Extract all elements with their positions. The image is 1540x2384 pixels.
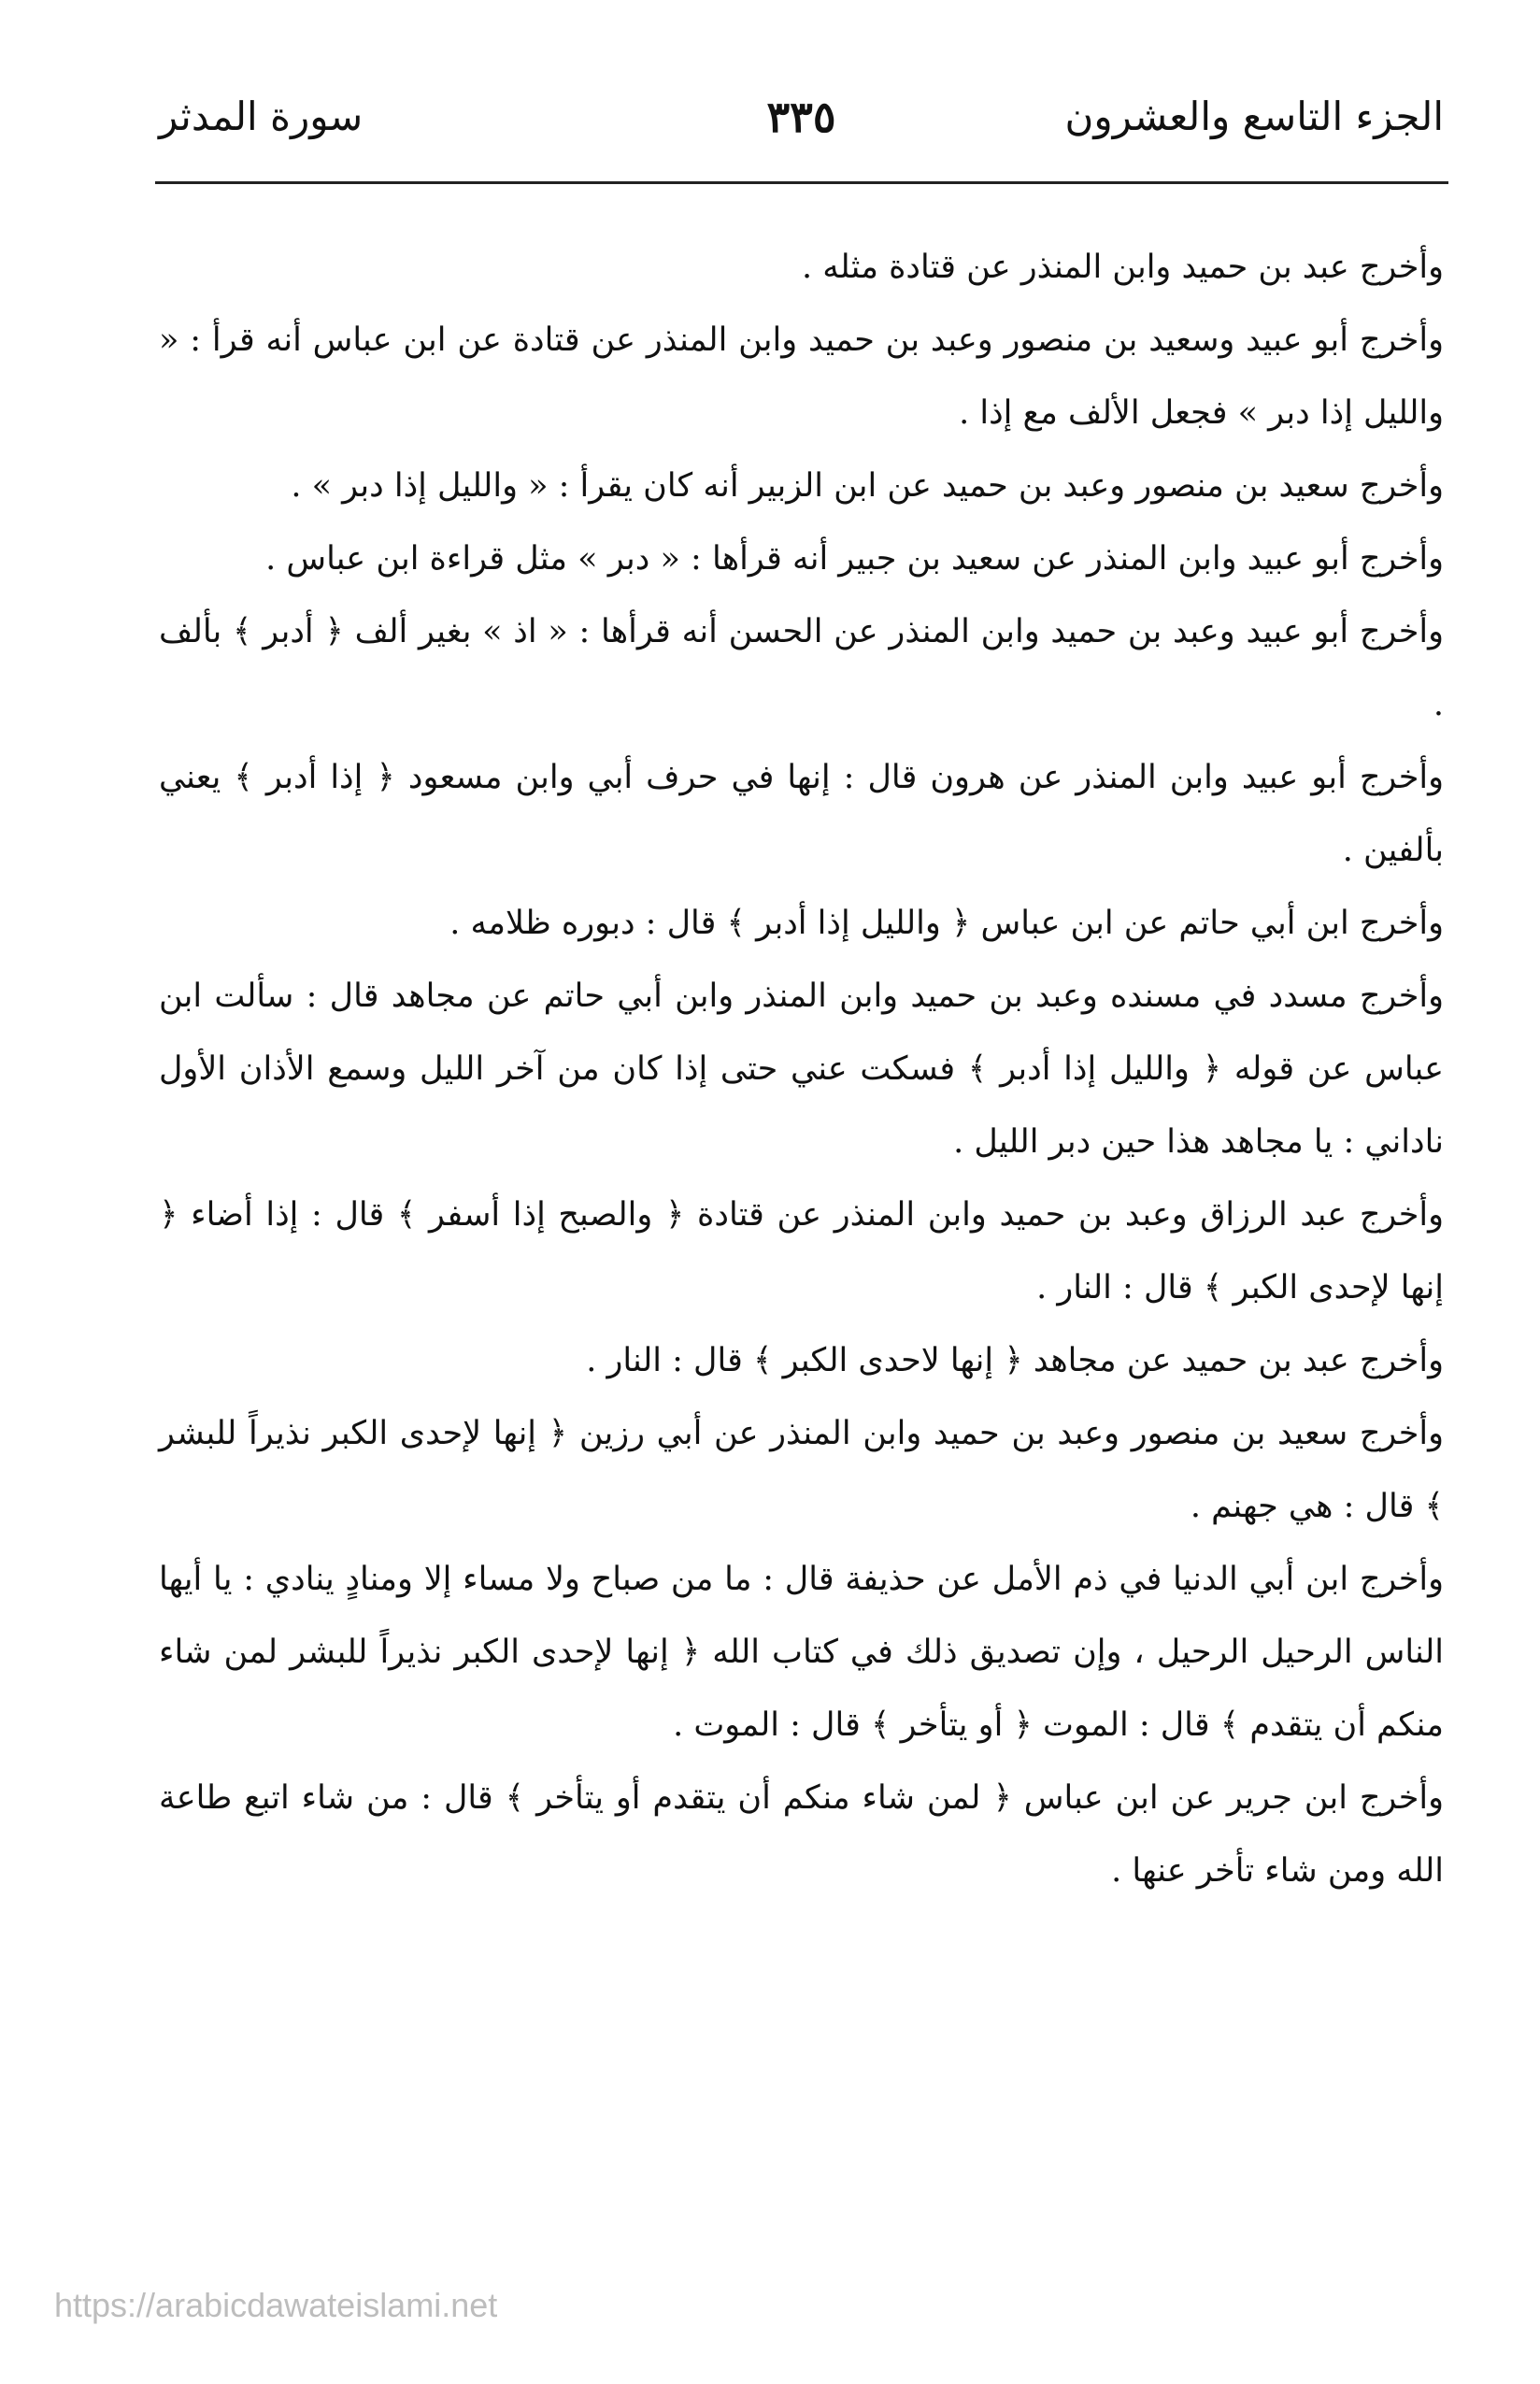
- part-title: الجزء التاسع والعشرون: [1064, 93, 1444, 139]
- header-divider: [155, 181, 1448, 184]
- paragraph: وأخرج ابن جرير عن ابن عباس ﴿ لمن شاء منكم أن يتقدم أو يتأخر ﴾ قال : من شاء اتبع طاعة الله ومن شاء تأخر عنها .: [159, 1779, 1444, 1890]
- page-number: ٣٣٥: [766, 92, 836, 142]
- paragraph: وأخرج سعيد بن منصور وعبد بن حميد عن ابن الزبير أنه كان يقرأ : « والليل إذا دبر » .: [291, 467, 1444, 505]
- page-body: [159, 231, 1444, 1907]
- paragraph: وأخرج عبد الرزاق وعبد بن حميد وابن المنذر عن قتادة ﴿ والصبح إذا أسفر ﴾ قال : إذا أضاء ﴿ إنها لإحدى الكبر ﴾ قال : النار .: [159, 1196, 1444, 1306]
- watermark-url: https://arabicdawateislami.net: [54, 2286, 498, 2324]
- paragraph: وأخرج أبو عبيد وسعيد بن منصور وعبد بن حميد وابن المنذر عن قتادة عن ابن عباس أنه قرأ : « والليل إذا دبر » فجعل الألف مع إذا .: [159, 321, 1444, 432]
- paragraph: وأخرج ابن أبي حاتم عن ابن عباس ﴿ والليل إذا أدبر ﴾ قال : دبوره ظلامه .: [449, 905, 1444, 942]
- paragraph: وأخرج سعيد بن منصور وعبد بن حميد وابن المنذر عن أبي رزين ﴿ إنها لإحدى الكبر نذيراً للبشر ﴾ قال : هي جهنم .: [159, 1415, 1444, 1525]
- paragraph: وأخرج أبو عبيد وابن المنذر عن هرون قال : إنها في حرف أبي وابن مسعود ﴿ إذا أدبر ﴾ يعني بألفين .: [159, 759, 1444, 869]
- paragraph: وأخرج أبو عبيد وعبد بن حميد وابن المنذر عن الحسن أنه قرأها : « اذ » بغير ألف ﴿ أدبر ﴾ بألف .: [159, 613, 1444, 723]
- paragraph: وأخرج عبد بن حميد عن مجاهد ﴿ إنها لاحدى الكبر ﴾ قال : النار .: [586, 1342, 1444, 1379]
- paragraph: وأخرج ابن أبي الدنيا في ذم الأمل عن حذيفة قال : ما من صباح ولا مساء إلا ومنادٍ ينادي : يا أيها الناس الرحيل الرحيل ، وإن تصديق ذلك في كتاب الله ﴿ إنها لإحدى الكبر نذيراً للبشر لمن شاء منكم أن يتقدم ﴾ قال : الموت ﴿ أو يتأخر ﴾ قال : الموت .: [159, 1561, 1444, 1744]
- paragraph: وأخرج أبو عبيد وابن المنذر عن سعيد بن جبير أنه قرأها : « دبر » مثل قراءة ابن عباس .: [265, 540, 1444, 578]
- paragraph: وأخرج مسدد في مسنده وعبد بن حميد وابن المنذر وابن أبي حاتم عن مجاهد قال : سألت ابن عباس عن قوله ﴿ والليل إذا أدبر ﴾ فسكت عني حتى إذا كان من آخر الليل وسمع الأذان الأول ناداني : يا مجاهد هذا حين دبر الليل .: [159, 978, 1444, 1161]
- paragraph: وأخرج عبد بن حميد وابن المنذر عن قتادة مثله .: [802, 249, 1444, 286]
- page-header: [159, 89, 1444, 164]
- surah-title: سورة المدثر: [159, 93, 364, 139]
